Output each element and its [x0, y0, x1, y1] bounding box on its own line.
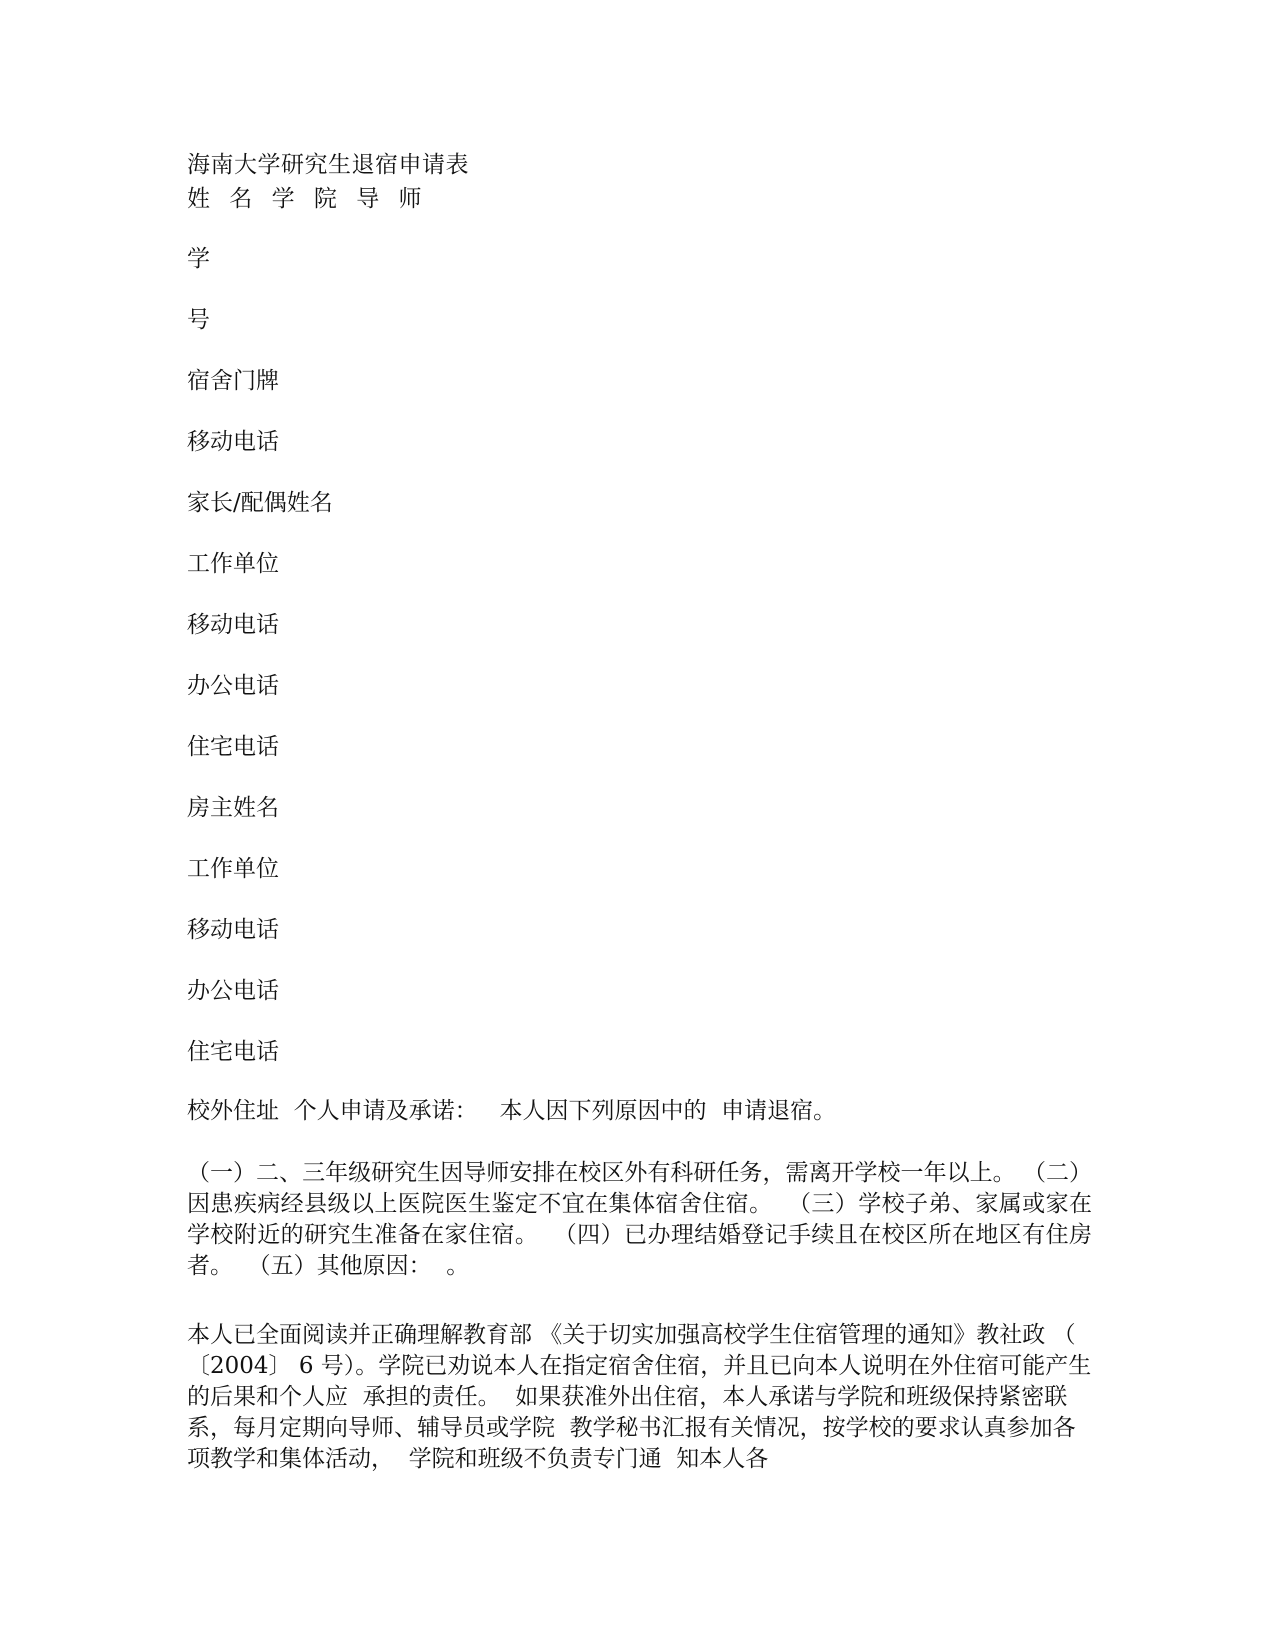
field-label-home-phone: 住宅电话	[187, 734, 279, 760]
field-label-mobile-phone-2: 移动电话	[187, 612, 279, 638]
field-label-mobile-phone-3: 移动电话	[187, 917, 279, 943]
field-label-office-phone: 办公电话	[187, 673, 279, 699]
reasons-paragraph: （一）二、三年级研究生因导师安排在校区外有科研任务，需离开学校一年以上。 （二）因患疾病经县级以上医院医生鉴定不宜在集体宿舍住宿。 （三）学校子弟、家属或家在学校附近的研究生准备在家住宿。 （四）已办理结婚登记手续且在校区所在地区有住房者。 （五）其他原因： 。	[187, 1160, 1092, 1279]
field-list	[187, 244, 333, 1098]
field-label-home-phone-2: 住宅电话	[187, 1039, 279, 1065]
field-label-office-phone-2: 办公电话	[187, 978, 279, 1004]
field-label-hao: 号	[187, 307, 210, 333]
field-label-dorm-number: 宿舍门牌	[187, 368, 279, 394]
field-label-mobile-phone: 移动电话	[187, 429, 279, 455]
pledge-line: 校外住址 个人申请及承诺： 本人因下列原因中的 申请退宿。	[187, 1098, 837, 1124]
header-fields-line: 姓 名 学 院 导 师	[187, 186, 424, 212]
statement-paragraph: 本人已全面阅读并正确理解教育部 《关于切实加强高校学生住宿管理的通知》教社政 （ 〔2004〕 6 号）。学院已劝说本人在指定宿舍住宿，并且已向本人说明在外住宿可能产生的后果和个人应 承担的责任。 如果获准外出住宿，本人承诺与学院和班级保持紧密联系，每月定期向导师、辅导员或学院 教学秘书汇报有关情况，按学校的要求认真参加各项教学和集体活动， 学院和班级不负责专门通 知本人各	[187, 1322, 1092, 1472]
field-label-xue: 学	[187, 246, 210, 272]
field-label-parent-spouse-name: 家长/配偶姓名	[187, 490, 333, 516]
field-label-landlord-name: 房主姓名	[187, 795, 279, 821]
field-label-work-unit: 工作单位	[187, 551, 279, 577]
document-title: 海南大学研究生退宿申请表	[187, 152, 469, 178]
field-label-work-unit-2: 工作单位	[187, 856, 279, 882]
